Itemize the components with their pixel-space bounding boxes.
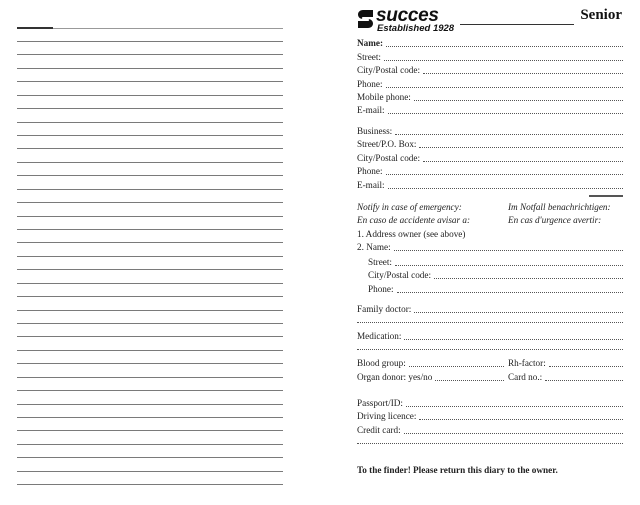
city-field[interactable]: City/Postal code: — [357, 64, 623, 76]
credit-card-field[interactable]: Credit card: — [357, 424, 623, 436]
notes-top-mark — [17, 27, 53, 29]
note-line[interactable] — [17, 41, 283, 42]
note-line[interactable] — [17, 135, 283, 136]
note-line[interactable] — [17, 310, 283, 311]
note-line[interactable] — [17, 175, 283, 176]
name-field[interactable]: Name: — [357, 37, 623, 49]
passport-field[interactable]: Passport/ID: — [357, 397, 623, 409]
note-line[interactable] — [17, 95, 283, 96]
email-field[interactable]: E-mail: — [357, 104, 623, 116]
note-line[interactable] — [17, 162, 283, 163]
business-city-field[interactable]: City/Postal code: — [357, 152, 623, 164]
note-line[interactable] — [17, 148, 283, 149]
note-line[interactable] — [17, 216, 283, 217]
notes-top-rule — [53, 28, 283, 29]
emergency-phone-field[interactable]: Phone: — [368, 283, 623, 295]
note-line[interactable] — [17, 81, 283, 82]
emergency-fr: En cas d'urgence avertir: — [508, 215, 602, 225]
section-divider — [589, 195, 623, 197]
note-line[interactable] — [17, 54, 283, 55]
business-street-field[interactable]: Street/P.O. Box: — [357, 138, 623, 150]
note-line[interactable] — [17, 296, 283, 297]
edition-title: Senior — [580, 7, 622, 23]
emergency-en: Notify in case of emergency: — [357, 202, 462, 212]
note-line[interactable] — [17, 471, 283, 472]
blood-group-field[interactable]: Blood group: — [357, 357, 504, 369]
rh-factor-field[interactable]: Rh-factor: — [508, 357, 623, 369]
note-line[interactable] — [17, 108, 283, 109]
note-line[interactable] — [17, 68, 283, 69]
driving-licence-field[interactable]: Driving licence: — [357, 410, 623, 422]
header-rule — [460, 24, 574, 25]
business-email-field[interactable]: E-mail: — [357, 179, 623, 191]
emergency-street-field[interactable]: Street: — [368, 256, 623, 268]
note-line[interactable] — [17, 336, 283, 337]
note-line[interactable] — [17, 363, 283, 364]
emergency-item-1: 1. Address owner (see above) — [357, 229, 466, 239]
organ-donor-field[interactable]: Organ donor: yes/no — [357, 371, 504, 383]
note-line[interactable] — [17, 122, 283, 123]
emergency-de: Im Notfall benachrichtigen: — [508, 202, 611, 212]
note-line[interactable] — [17, 189, 283, 190]
family-doctor-extra-line[interactable] — [357, 322, 623, 323]
note-line[interactable] — [17, 202, 283, 203]
mobile-field[interactable]: Mobile phone: — [357, 91, 623, 103]
emergency-name-field[interactable]: 2. Name: — [357, 241, 623, 253]
brand-name: succes — [376, 5, 439, 26]
note-line[interactable] — [17, 417, 283, 418]
family-doctor-field[interactable]: Family doctor: — [357, 303, 623, 315]
card-no-field[interactable]: Card no.: — [508, 371, 623, 383]
emergency-city-field[interactable]: City/Postal code: — [368, 269, 623, 281]
note-line[interactable] — [17, 430, 283, 431]
medication-extra-line[interactable] — [357, 349, 623, 350]
note-line[interactable] — [17, 283, 283, 284]
note-line[interactable] — [17, 242, 283, 243]
note-line[interactable] — [17, 444, 283, 445]
brand-tagline: Established 1928 — [377, 23, 455, 34]
street-field[interactable]: Street: — [357, 51, 623, 63]
business-phone-field[interactable]: Phone: — [357, 165, 623, 177]
phone-field[interactable]: Phone: — [357, 78, 623, 90]
credit-card-extra-line[interactable] — [357, 443, 623, 444]
business-field[interactable]: Business: — [357, 125, 623, 137]
note-line[interactable] — [17, 390, 283, 391]
medication-field[interactable]: Medication: — [357, 330, 623, 342]
note-line[interactable] — [17, 323, 283, 324]
emergency-es: En caso de accidente avisar a: — [357, 215, 471, 225]
note-line[interactable] — [17, 457, 283, 458]
note-line[interactable] — [17, 404, 283, 405]
note-line[interactable] — [17, 350, 283, 351]
note-line[interactable] — [17, 256, 283, 257]
logo-s-mark-icon — [357, 9, 374, 29]
note-line[interactable] — [17, 229, 283, 230]
note-line[interactable] — [17, 377, 283, 378]
finder-note: To the finder! Please return this diary to the owner. — [357, 465, 558, 475]
note-line[interactable] — [17, 269, 283, 270]
succes-logo — [357, 7, 467, 35]
note-line[interactable] — [17, 484, 283, 485]
